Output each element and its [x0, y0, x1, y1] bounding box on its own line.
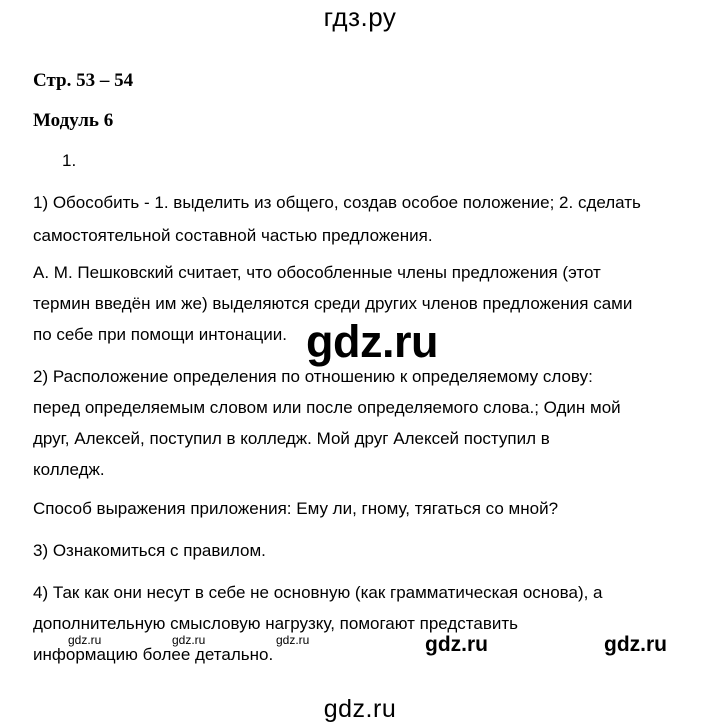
- item2-line2: перед определяемым словом или после определяемого слова.; Один мой: [33, 398, 621, 417]
- watermark-mid-1: gdz.ru: [425, 633, 488, 656]
- item1-line2: самостоятельной составной частью предложения.: [33, 226, 433, 245]
- watermark-center: gdz.ru: [306, 316, 438, 367]
- pages-heading: Стр. 53 – 54: [33, 70, 134, 91]
- para2-line1: Способ выражения приложения: Ему ли, гному, тягаться со мной?: [33, 499, 559, 518]
- item3-line1: 3) Ознакомиться с правилом.: [33, 541, 266, 560]
- item4-line3: информацию более детально.: [33, 645, 274, 664]
- item2-line1: 2) Расположение определения по отношению к определяемому слову:: [33, 367, 593, 386]
- para1-line2: термин введён им же) выделяются среди других членов предложения сами: [33, 294, 633, 313]
- module-heading: Модуль 6: [33, 110, 114, 131]
- item1-line1: 1) Обособить - 1. выделить из общего, создав особое положение; 2. сделать: [33, 193, 641, 212]
- site-title: гдз.ру: [323, 2, 397, 32]
- item4-line1: 4) Так как они несут в себе не основную (как грамматическая основа), а: [33, 583, 603, 602]
- watermark-small-3: gdz.ru: [276, 633, 310, 647]
- item2-line4: колледж.: [33, 460, 105, 479]
- watermark-mid-2: gdz.ru: [604, 633, 667, 656]
- watermark-small-2: gdz.ru: [172, 633, 206, 647]
- para1-line3: по себе при помощи интонации.: [33, 325, 287, 344]
- para1-line1: А. М. Пешковский считает, что обособленные члены предложения (этот: [33, 263, 601, 282]
- task-number: 1.: [62, 151, 77, 170]
- watermark-footer: gdz.ru: [323, 695, 397, 723]
- item2-line3: друг, Алексей, поступил в колледж. Мой друг Алексей поступил в: [33, 429, 550, 448]
- item4-line2: дополнительную смысловую нагрузку, помогают представить: [33, 614, 519, 633]
- watermark-small-1: gdz.ru: [68, 633, 102, 647]
